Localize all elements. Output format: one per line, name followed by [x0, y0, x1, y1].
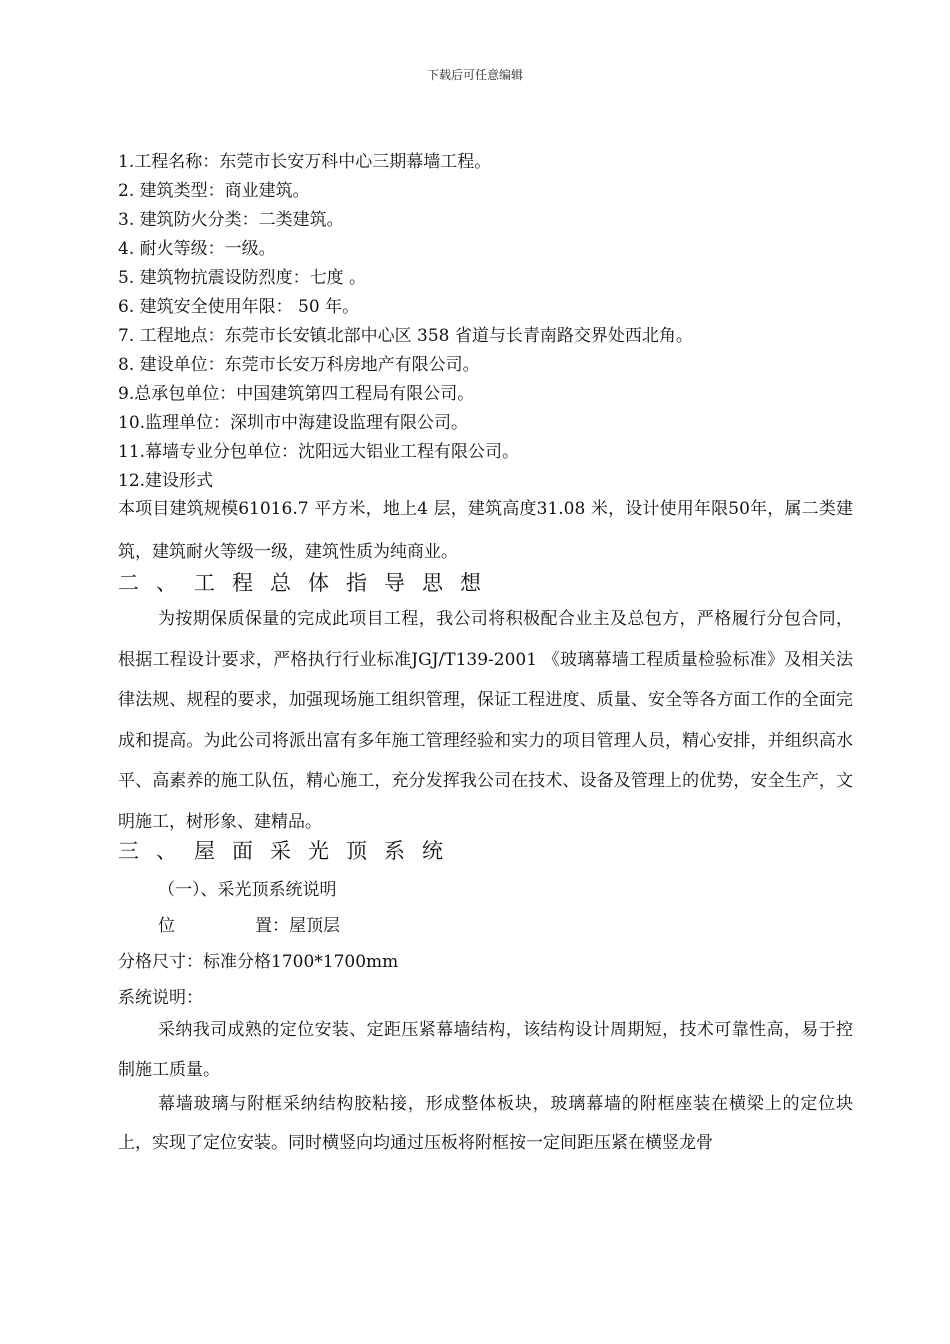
item-seismic: 5. 建筑物抗震设防烈度：七度 。	[118, 268, 367, 288]
grid-size: 分格尺寸：标准分格1700*1700mm	[118, 952, 399, 972]
item-project-name: 1.工程名称：东莞市长安万科中心三期幕墙工程。	[118, 152, 492, 172]
position-label: 位	[158, 916, 175, 936]
section3-title: 三、屋面采光顶系统	[118, 839, 460, 863]
item-subcontractor: 11.幕墙专业分包单位：沈阳远大铝业工程有限公司。	[118, 442, 520, 462]
item-fire-class: 3. 建筑防火分类：二类建筑。	[118, 210, 344, 230]
item-building-type: 2. 建筑类型：商业建筑。	[118, 181, 310, 201]
section2-title: 二、工程总体指导思想	[118, 571, 498, 595]
system-label: 系统说明：	[118, 988, 203, 1008]
item-build-form: 12.建设形式	[118, 471, 214, 491]
item-location: 7. 工程地点：东莞市长安镇北部中心区 358 省道与长青南路交界处西北角。	[118, 326, 693, 346]
build-form-text: 本项目建筑规模61016.7 平方米，地上4 层，建筑高度31.08 米，设计使用年限50年，属二类建筑，建筑耐火等级一级，建筑性质为纯商业。	[118, 499, 853, 562]
item-service-life: 6. 建筑安全使用年限： 50 年。	[118, 297, 360, 317]
page-header: 下载后可任意编辑	[426, 68, 523, 82]
system-para1: 采纳我司成熟的定位安装、定距压紧幕墙结构，该结构设计周期短，技术可靠性高，易于控制施工质量。	[118, 1020, 853, 1080]
position-value: 置：屋顶层	[255, 916, 340, 936]
item-fire-rating: 4. 耐火等级：一级。	[118, 239, 276, 259]
system-para2: 幕墙玻璃与附框采纳结构胶粘接，形成整体板块，玻璃幕墙的附框座装在横梁上的定位块上，实现了定位安装。同时横竖向均通过压板将附框按一定间距压紧在横竖龙骨	[118, 1094, 853, 1153]
item-owner: 8. 建设单位：东莞市长安万科房地产有限公司。	[118, 355, 480, 375]
section3-subtitle: （一）、采光顶系统说明	[158, 880, 337, 900]
section2-body: 为按期保质保量的完成此项目工程，我公司将积极配合业主及总包方，严格履行分包合同，根据工程设计要求，严格执行行业标准JGJ/T139-2001 《玻璃幕墙工程质量检验标准》及相关法律法规、规程的要求，加强现场施工组织管理，保证工程进度、质量、安全等各方面工作的全面完成和提高。为此公司将派出富有多年施工管理经验和实力的项目管理人员，精心安排，并组织高水平、高素养的施工队伍，精心施工，充分发挥我公司在技术、设备及管理上的优势，安全生产，文明施工，树形象、建精品。	[118, 609, 853, 832]
item-supervisor: 10.监理单位：深圳市中海建设监理有限公司。	[118, 413, 469, 433]
item-general-contractor: 9.总承包单位：中国建筑第四工程局有限公司。	[118, 384, 475, 404]
